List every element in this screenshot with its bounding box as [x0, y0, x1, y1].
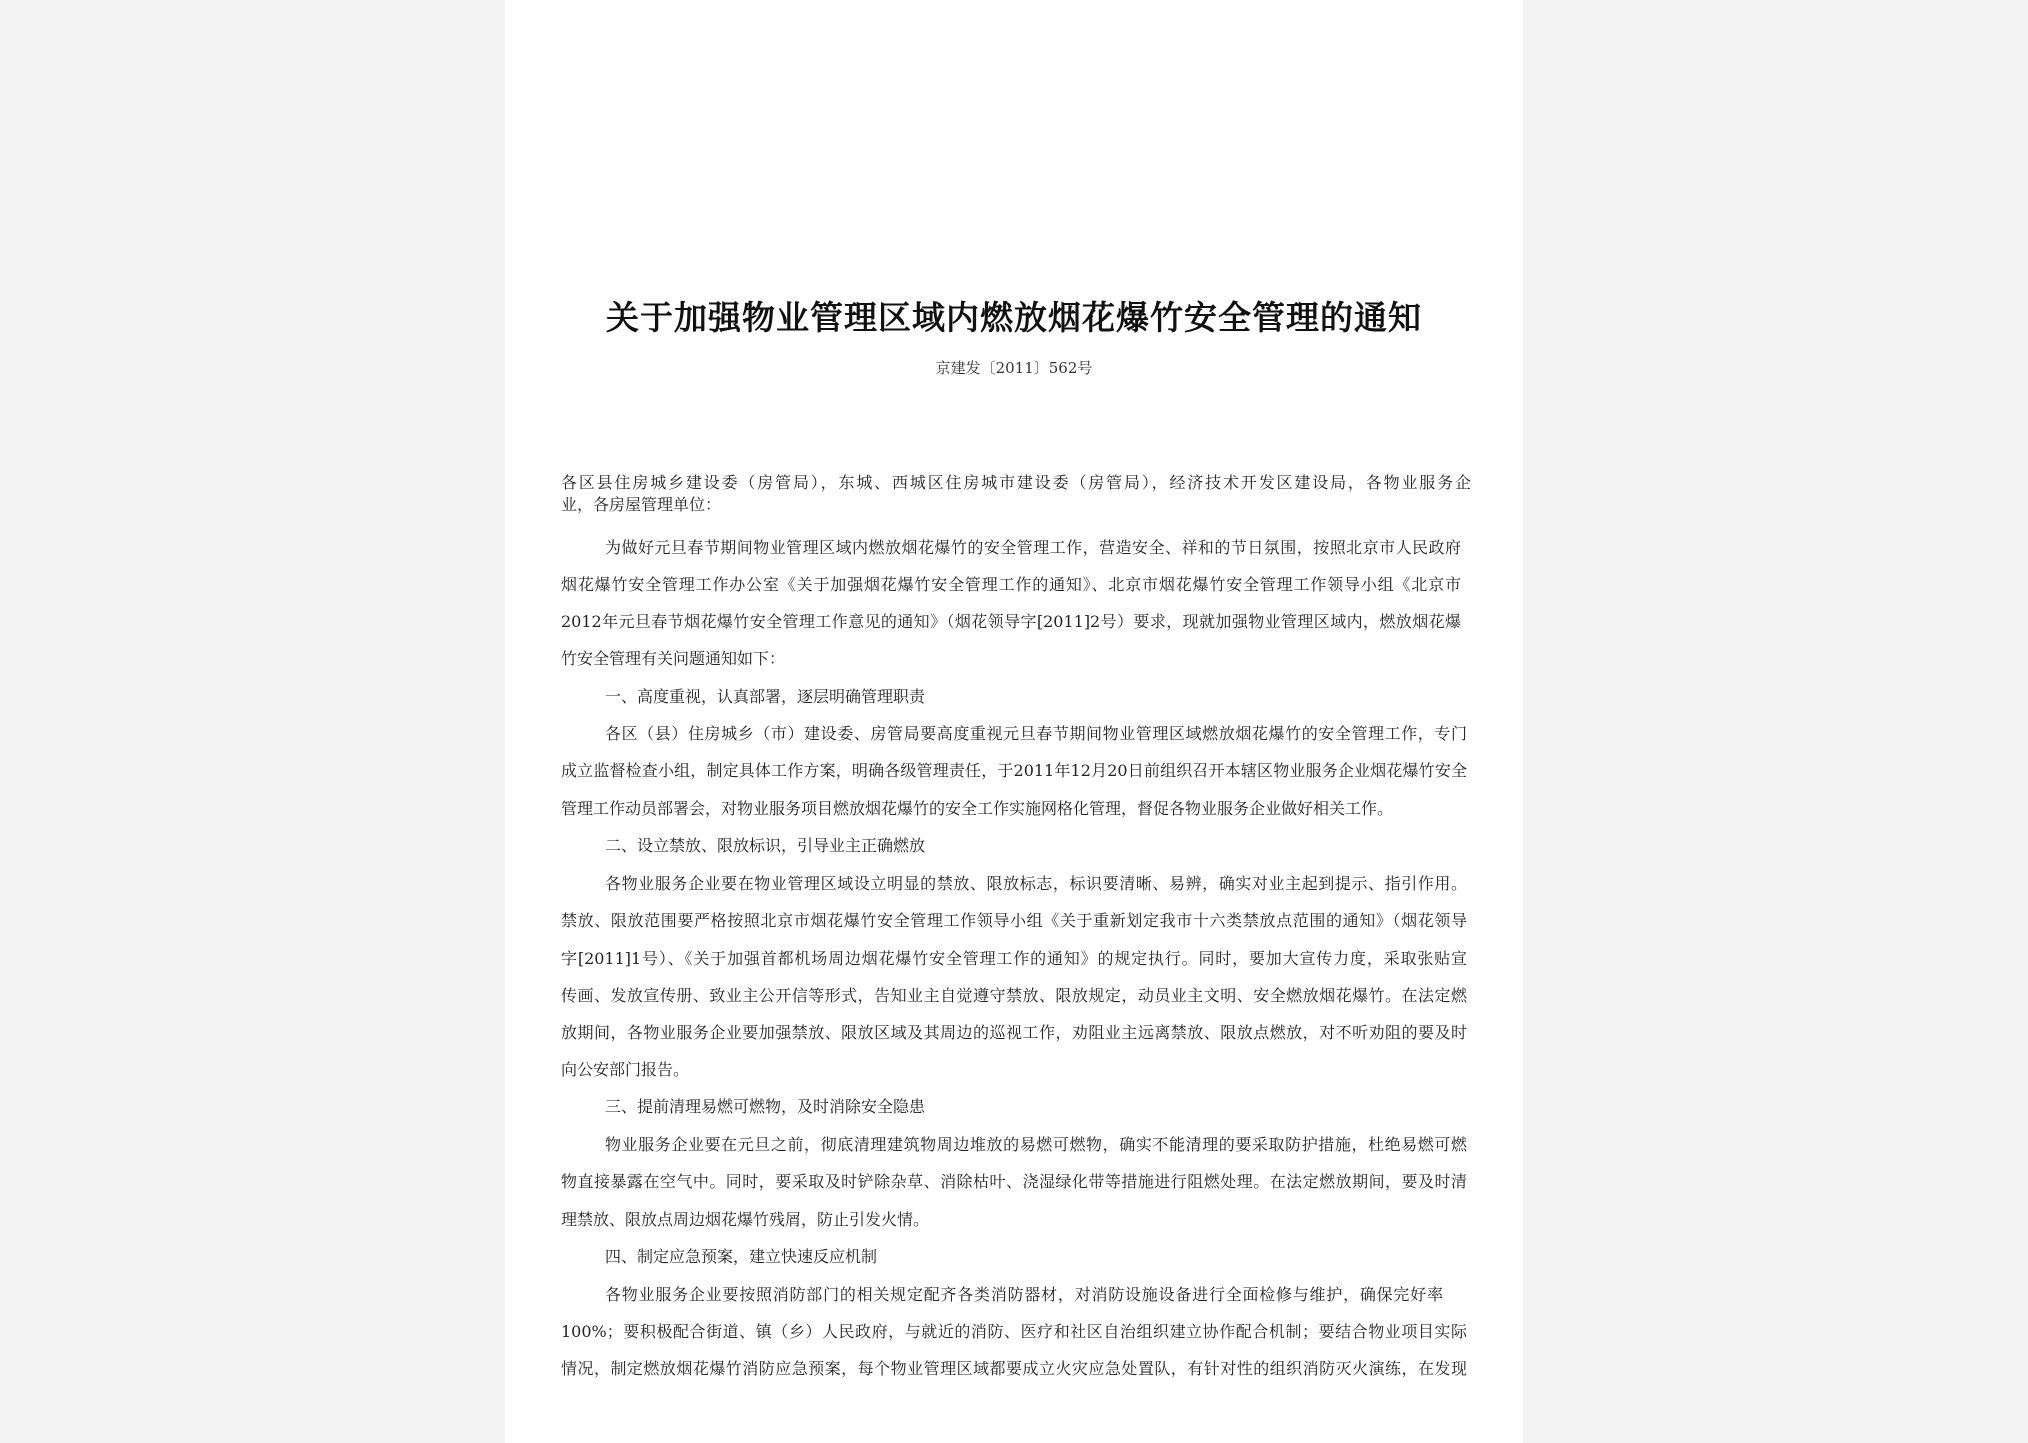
- section-heading: 四、制定应急预案，建立快速反应机制: [605, 1247, 878, 1266]
- body-line: 物业服务企业要在元旦之前，彻底清理建筑物周边堆放的易燃可燃物，确实不能清理的要采取防护措施，杜绝易燃可燃: [605, 1135, 1467, 1154]
- body-line: 物直接暴露在空气中。同时，要采取及时铲除杂草、消除枯叶、浇湿绿化带等措施进行阻燃处理。在法定燃放期间，要及时清: [561, 1172, 1467, 1191]
- body-line: 业，各房屋管理单位：: [561, 495, 722, 514]
- body-line: 竹安全管理有关问题通知如下：: [561, 649, 786, 668]
- section-heading: 三、提前清理易燃可燃物，及时消除安全隐患: [605, 1097, 926, 1116]
- body-line: 成立监督检查小组，制定具体工作方案，明确各级管理责任，于2011年12月20日前组织召开本辖区物业服务企业烟花爆竹安全: [561, 761, 1467, 780]
- section-heading: 一、高度重视，认真部署，逐层明确管理职责: [605, 687, 926, 706]
- body-line: 禁放、限放范围要严格按照北京市烟花爆竹安全管理工作领导小组《关于重新划定我市十六类禁放点范围的通知》（烟花领导: [561, 911, 1467, 930]
- body-line: 管理工作动员部署会，对物业服务项目燃放烟花爆竹的安全工作实施网格化管理，督促各物业服务企业做好相关工作。: [561, 799, 1394, 818]
- body-line: 各物业服务企业要按照消防部门的相关规定配齐各类消防器材，对消防设施设备进行全面检修与维护，确保完好率: [605, 1285, 1443, 1304]
- document-title: 关于加强物业管理区域内燃放烟花爆竹安全管理的通知: [606, 298, 1422, 337]
- body-line: 字[2011]1号）、《关于加强首都机场周边烟花爆竹安全管理工作的通知》的规定执行。同时，要加大宣传力度，采取张贴宣: [561, 949, 1467, 968]
- body-line: 向公安部门报告。: [561, 1060, 690, 1079]
- body-line: 各物业服务企业要在物业管理区域设立明显的禁放、限放标志，标识要清晰、易辨，确实对业主起到提示、指引作用。: [605, 874, 1467, 893]
- body-line: 2012年元旦春节烟花爆竹安全管理工作意见的通知》（烟花领导字[2011]2号）要求，现就加强物业管理区域内，燃放烟花爆: [561, 612, 1461, 631]
- body-line: 各区县住房城乡建设委（房管局），东城、西城区住房城市建设委（房管局），经济技术开发区建设局，各物业服务企: [561, 473, 1471, 492]
- body-line: 传画、发放宣传册、致业主公开信等形式，告知业主自觉遵守禁放、限放规定，动员业主文明、安全燃放烟花爆竹。在法定燃: [561, 986, 1467, 1005]
- body-line: 各区（县）住房城乡（市）建设委、房管局要高度重视元旦春节期间物业管理区域燃放烟花爆竹的安全管理工作，专门: [605, 724, 1467, 743]
- body-line: 理禁放、限放点周边烟花爆竹残屑，防止引发火情。: [561, 1210, 930, 1229]
- document-number: 京建发〔2011〕562号: [935, 359, 1093, 377]
- body-line: 烟花爆竹安全管理工作办公室《关于加强烟花爆竹安全管理工作的通知》、北京市烟花爆竹安全管理工作领导小组《北京市: [561, 575, 1461, 594]
- body-line: 情况，制定燃放烟花爆竹消防应急预案，每个物业管理区域都要成立火灾应急处置队，有针对性的组织消防灭火演练，在发现: [561, 1359, 1467, 1378]
- section-heading: 二、设立禁放、限放标识，引导业主正确燃放: [605, 836, 926, 855]
- body-line: 100%；要积极配合街道、镇（乡）人民政府，与就近的消防、医疗和社区自治组织建立协作配合机制；要结合物业项目实际: [561, 1322, 1467, 1341]
- body-line: 为做好元旦春节期间物业管理区域内燃放烟花爆竹的安全管理工作，营造安全、祥和的节日氛围，按照北京市人民政府: [605, 538, 1461, 557]
- body-line: 放期间，各物业服务企业要加强禁放、限放区域及其周边的巡视工作，劝阻业主远离禁放、限放点燃放，对不听劝阻的要及时: [561, 1023, 1467, 1042]
- document-page: [505, 0, 1523, 1443]
